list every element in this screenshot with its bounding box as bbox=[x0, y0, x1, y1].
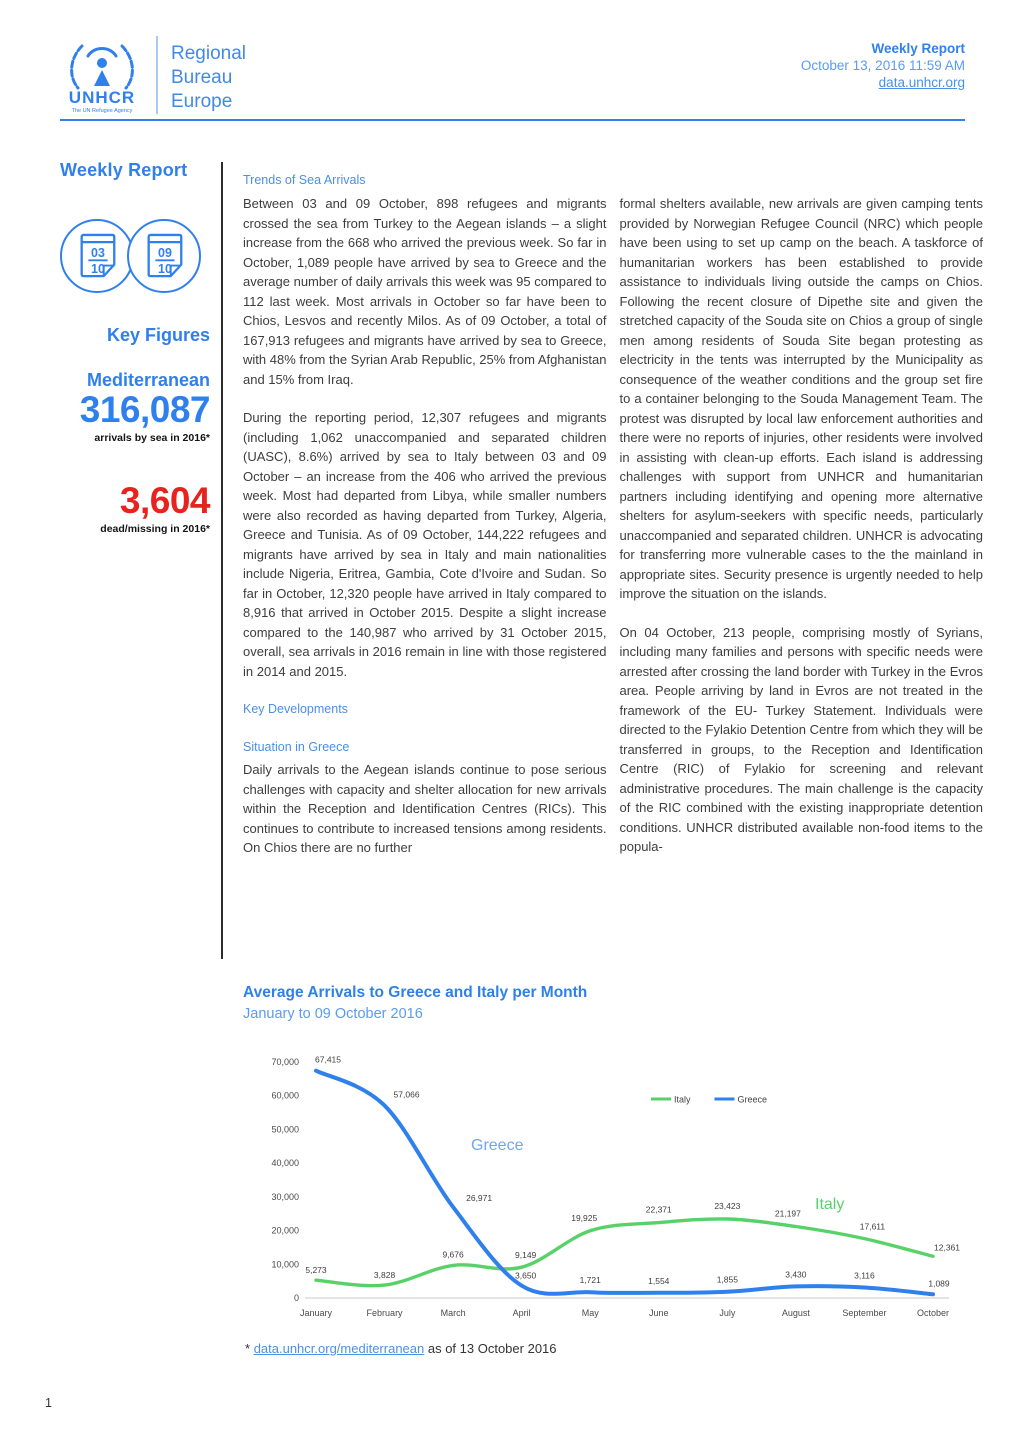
series-line-greece bbox=[316, 1071, 933, 1295]
data-label: 17,611 bbox=[859, 1221, 886, 1232]
x-tick-label: May bbox=[581, 1308, 599, 1318]
bureau-line: Bureau bbox=[171, 67, 233, 88]
arrivals-value: 316,087 bbox=[79, 389, 210, 430]
chart-block bbox=[243, 984, 985, 1324]
header bbox=[60, 36, 965, 118]
footnote-marker: * bbox=[245, 1341, 251, 1356]
date-badge-end bbox=[127, 219, 201, 293]
data-label: 3,828 bbox=[373, 1270, 396, 1281]
bureau-line: Europe bbox=[171, 91, 233, 112]
data-label: 1,089 bbox=[928, 1278, 950, 1289]
section-heading: Key Developments bbox=[243, 702, 348, 716]
badge-month: 10 bbox=[158, 262, 172, 277]
x-tick-label: October bbox=[916, 1308, 950, 1318]
article-column-left bbox=[243, 172, 607, 877]
series-annotation: Greece bbox=[471, 1137, 524, 1154]
data-label: 57,066 bbox=[393, 1089, 420, 1100]
x-tick-label: January bbox=[299, 1308, 333, 1318]
y-tick-label: 50,000 bbox=[271, 1124, 299, 1135]
legend-label: Greece bbox=[737, 1094, 768, 1105]
y-tick-label: 70,000 bbox=[271, 1057, 299, 1067]
sidebar bbox=[60, 160, 210, 535]
x-tick-label: July bbox=[719, 1308, 736, 1318]
x-tick-label: February bbox=[366, 1308, 403, 1318]
chart-title: Average Arrivals to Greece and Italy per Month bbox=[243, 984, 588, 1001]
x-tick-label: March bbox=[440, 1308, 466, 1318]
y-tick-label: 0 bbox=[293, 1293, 299, 1303]
calendar-icon bbox=[141, 230, 187, 282]
data-label: 19,925 bbox=[571, 1212, 598, 1223]
data-label: 21,197 bbox=[774, 1208, 801, 1219]
series-annotation: Italy bbox=[815, 1196, 845, 1213]
key-figures-title: Key Figures bbox=[106, 325, 210, 345]
data-label: 23,423 bbox=[714, 1201, 741, 1212]
y-tick-label: 60,000 bbox=[271, 1090, 299, 1101]
data-portal-link[interactable]: data.unhcr.org bbox=[878, 75, 965, 90]
data-label: 1,554 bbox=[648, 1275, 670, 1286]
data-label: 5,273 bbox=[305, 1265, 327, 1276]
page-number: 1 bbox=[45, 1396, 52, 1410]
data-label: 9,149 bbox=[515, 1250, 537, 1261]
arrivals-label: arrivals by sea in 2016* bbox=[94, 431, 210, 444]
bureau-line: Regional bbox=[171, 43, 246, 64]
paragraph: On 04 October, 213 people, comprising mostly of Syrians, including many families and persons with specific needs were arrested after crossing the land border with Turkey in the Evros area. People arriving by land in Evros are not treated in the framework of the EU- Turkey Statement. Individuals were directed to the Fylakio Detention Centre from which they will be transferred in groups, to the Reception and Identification Centre (RIC) of Fylakio for screening and relevant administrative procedures. The main challenge is the capacity of the RIC combined with the existing inappropriate detention conditions. UNHCR distributed available non-food items to the popula- bbox=[619, 624, 983, 854]
header-meta bbox=[801, 36, 965, 118]
region-title: Mediterranean bbox=[86, 370, 210, 390]
paragraph: Daily arrivals to the Aegean islands continue to pose serious challenges with capacity and shelter allocation for new arrivals within the Reception and Identification Centres (RICs). This continues to contribute to increased tensions among residents. On Chios there are no further bbox=[243, 762, 607, 855]
logo-org-text: UNHCR bbox=[68, 88, 136, 107]
dead-missing-value: 3,604 bbox=[119, 479, 210, 521]
data-label: 22,371 bbox=[645, 1204, 672, 1215]
y-tick-label: 10,000 bbox=[271, 1259, 299, 1270]
report-type-label: Weekly Report bbox=[871, 41, 965, 56]
data-label: 3,650 bbox=[515, 1270, 537, 1281]
badge-month: 10 bbox=[91, 262, 105, 277]
data-label: 3,116 bbox=[854, 1270, 875, 1281]
legend-label: Italy bbox=[674, 1094, 691, 1105]
data-label: 1,721 bbox=[579, 1275, 601, 1286]
unhcr-logo-icon bbox=[60, 36, 144, 118]
mediterranean-link[interactable]: data.unhcr.org/mediterranean bbox=[253, 1341, 425, 1356]
chart-subtitle: January to 09 October 2016 bbox=[243, 1006, 423, 1022]
logo-block bbox=[60, 36, 246, 118]
data-label: 67,415 bbox=[315, 1054, 341, 1065]
series-line-italy bbox=[316, 1219, 933, 1286]
sidebar-title: Weekly Report bbox=[60, 160, 188, 180]
logo-tagline: The UN Refugee Agency bbox=[71, 108, 133, 114]
data-label: 12,361 bbox=[934, 1242, 960, 1253]
data-label: 1,855 bbox=[716, 1274, 738, 1285]
bureau-title bbox=[156, 36, 246, 114]
article-body bbox=[243, 172, 983, 877]
section-heading: Trends of Sea Arrivals bbox=[243, 173, 366, 187]
arrivals-line-chart bbox=[243, 1046, 985, 1324]
footnote-text: as of 13 October 2016 bbox=[424, 1341, 557, 1356]
x-tick-label: August bbox=[781, 1308, 810, 1318]
dead-missing-label: dead/missing in 2016* bbox=[100, 522, 210, 535]
vertical-divider bbox=[221, 162, 223, 959]
y-tick-label: 40,000 bbox=[271, 1158, 299, 1169]
date-badges bbox=[60, 219, 210, 293]
header-rule bbox=[60, 119, 965, 121]
y-tick-label: 30,000 bbox=[271, 1191, 299, 1202]
paragraph: formal shelters available, new arrivals are given camping tents provided by Norwegian Refugee Council (NRC) which people have been using to set up camp on the beach. A taskforce of humanitarian workers has been established to provide assistance to individuals living outside the camps on Chios. Following the recent closure of Dipethe site and given the stretched capacity of the Souda site on Chios a group of single men among residents of Souda Site began protesting as electricity in the tents was interrupted by the Municipality as consequence of the weather conditions and the group set fire to a container belonging to the Souda Management Team. The protest was disrupted by local law enforcement authorities and there were no reports of injuries, other residents were involved in assisting with clean-up efforts. Each island is addressing challenges with support from UNHCR and humanitarian partners including identifying and opening more alternative shelters for asylum-seekers with specific needs, particularly unaccompanied and separated children. UNHCR is advocating for transferring more vulnerable cases to the the mainland in appropriate sites. Security presence is urgently needed to help improve the situation on the islands. bbox=[619, 196, 983, 601]
data-label: 26,971 bbox=[466, 1193, 493, 1204]
badge-day: 09 bbox=[158, 245, 172, 260]
article-column-right bbox=[620, 172, 984, 877]
paragraph: Between 03 and 09 October, 898 refugees and migrants crossed the sea from Turkey to the Aegean islands – a slight increase from the 668 who arrived the previous week. So far in October, 1,089 people have arrived by sea to Greece and the average number of daily arrivals this week was 95 compared to 112 last week. Most arrivals in October so far have been to Chios, Lesvos and recently Milos. As of 09 October, a total of 167,913 refugees and migrants have arrived by sea to Greece, with 48% from the Syrian Arab Republic, 25% from Afghanistan and 15% from Iraq. bbox=[243, 196, 607, 387]
badge-day: 03 bbox=[91, 245, 105, 260]
calendar-icon bbox=[74, 230, 120, 282]
x-tick-label: June bbox=[649, 1308, 669, 1318]
data-label: 9,676 bbox=[442, 1249, 464, 1260]
y-tick-label: 20,000 bbox=[271, 1225, 299, 1236]
x-tick-label: September bbox=[842, 1308, 887, 1318]
report-date: October 13, 2016 11:59 AM bbox=[800, 58, 965, 73]
footnote bbox=[245, 1341, 557, 1356]
data-label: 3,430 bbox=[785, 1269, 807, 1280]
date-badge-start bbox=[60, 219, 134, 293]
x-tick-label: April bbox=[512, 1308, 531, 1318]
paragraph: During the reporting period, 12,307 refugees and migrants (including 1,062 unaccompanied and separated children (UASC), 8.6%) arrived by sea to Italy between 03 and 09 October – an increase from the 406 who arrived the previous week. Most had departed from Libya, while smaller numbers were also recorded as having departed from Turkey, Algeria, Greece and Tunisia. As of 09 October, 144,222 refugees and migrants have arrived by sea in Italy and main nationalities include Nigeria, Eritrea, Gambia, Cote d'Ivoire and Sudan. So far in October, 12,320 people have arrived in Italy compared to 8,916 that arrived in October 2015. Despite a slight increase compared to the 140,987 who arrived by 31 October 2015, overall, sea arrivals in 2016 remain in line with those registered in 2014 and 2015. bbox=[243, 410, 607, 679]
sub-heading: Situation in Greece bbox=[243, 740, 350, 754]
